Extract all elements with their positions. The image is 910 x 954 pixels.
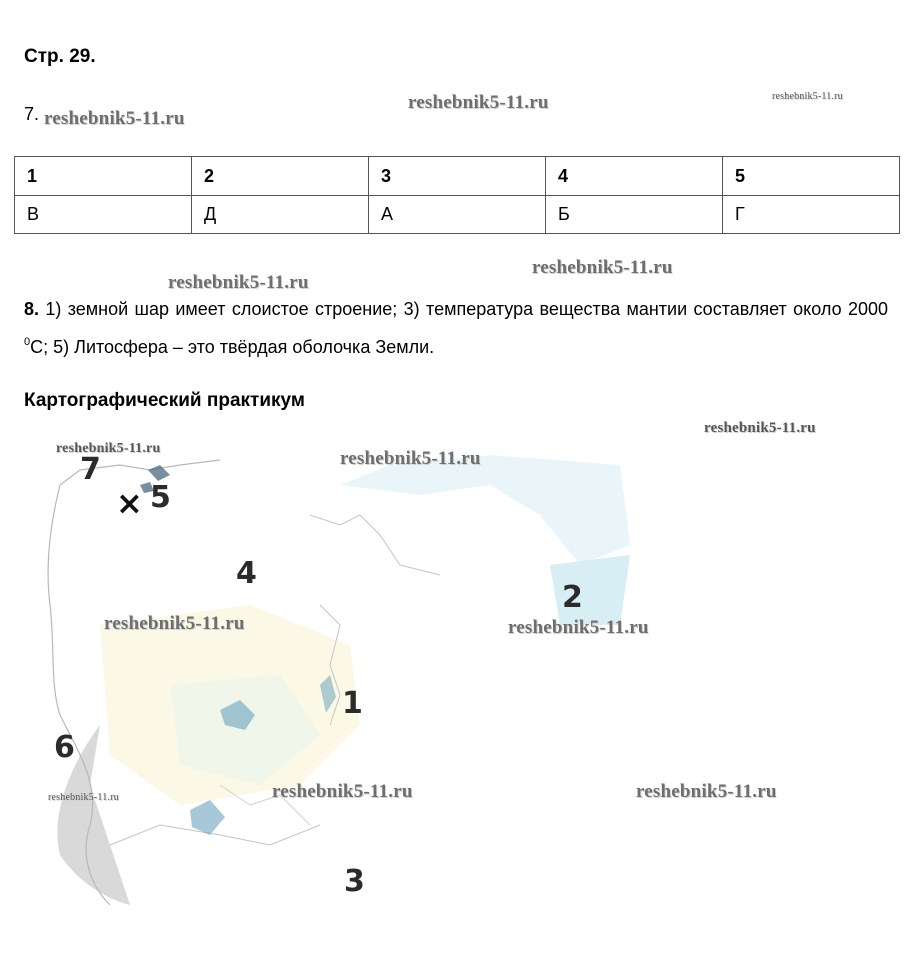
task-8-text-end: С; 5) Литосфера – это твёрдая оболочка Земли. <box>30 337 435 357</box>
table-cell: А <box>369 196 546 234</box>
table-header-cell: 1 <box>15 157 192 196</box>
table-header-cell: 5 <box>723 157 900 196</box>
watermark: reshebnik5-11.ru <box>272 781 413 802</box>
answers-row <box>15 196 900 234</box>
table-cell: Б <box>546 196 723 234</box>
watermark: reshebnik5-11.ru <box>532 257 673 278</box>
map-label-2: 2 <box>562 580 583 615</box>
answers-table <box>14 156 900 234</box>
table-header-cell: 3 <box>369 157 546 196</box>
section-title: Картографический практикум <box>24 390 305 411</box>
map-label-6: 6 <box>54 730 75 765</box>
watermark: reshebnik5-11.ru <box>704 420 816 436</box>
watermark: reshebnik5-11.ru <box>772 91 843 102</box>
table-cell: Г <box>723 196 900 234</box>
map-label-3: 3 <box>344 864 365 899</box>
degree-superscript: 0 <box>24 336 31 348</box>
watermark: reshebnik5-11.ru <box>48 792 119 803</box>
table-header-cell: 4 <box>546 157 723 196</box>
watermark: reshebnik5-11.ru <box>44 108 185 129</box>
map-label-1: 1 <box>342 686 363 721</box>
task-8-answer <box>24 290 888 366</box>
table-cell: В <box>15 196 192 234</box>
task-8-number: 8. <box>24 299 40 319</box>
page-title: Стр. 29. <box>24 46 96 67</box>
watermark: reshebnik5-11.ru <box>508 617 649 638</box>
watermark: reshebnik5-11.ru <box>408 92 549 113</box>
task-8-text: 1) земной шар имеет слоистое строение; 3) температура вещества мантии составляет около 2000 <box>39 299 888 319</box>
cross-mark: × <box>116 484 143 522</box>
answers-header-row <box>15 157 900 196</box>
watermark: reshebnik5-11.ru <box>104 613 245 634</box>
watermark: reshebnik5-11.ru <box>340 448 481 469</box>
map-label-5: 5 <box>150 480 171 515</box>
watermark: reshebnik5-11.ru <box>56 441 161 456</box>
task-7-number: 7. <box>24 104 40 124</box>
map-label-4: 4 <box>236 556 257 591</box>
map-label-7: 7 <box>80 452 101 487</box>
watermark: reshebnik5-11.ru <box>636 781 777 802</box>
table-cell: Д <box>192 196 369 234</box>
table-header-cell: 2 <box>192 157 369 196</box>
watermark: reshebnik5-11.ru <box>168 272 309 293</box>
